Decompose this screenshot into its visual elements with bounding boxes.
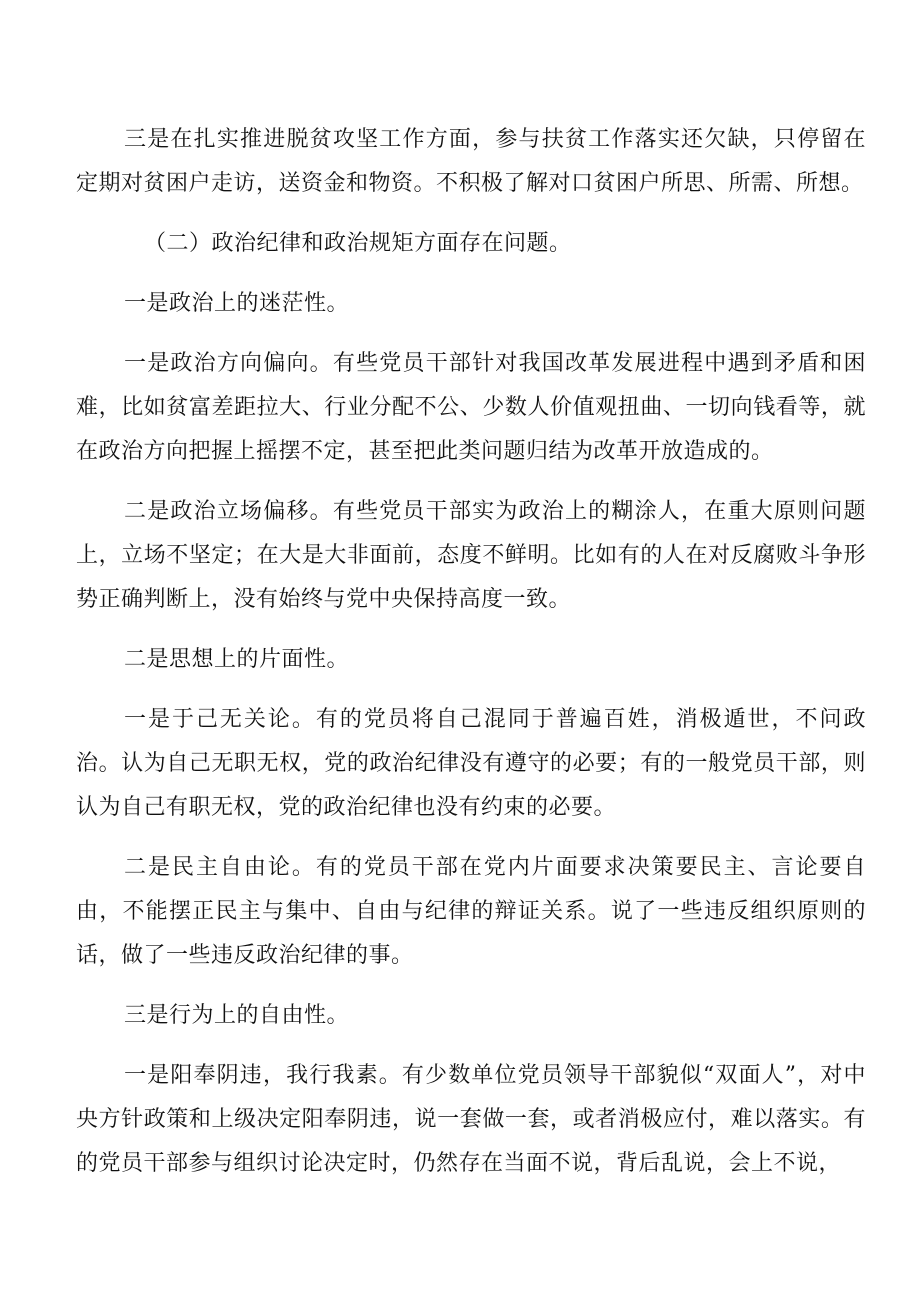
paragraph-poverty-alleviation: 三是在扎实推进脱贫攻坚工作方面，参与扶贫工作落实还欠缺，只停留在定期对贫困户走访，送资金和物资。不积极了解对口贫困户所思、所需、所想。 bbox=[76, 127, 866, 196]
subheading-ideological-one-sidedness: 二是思想上的片面性。 bbox=[124, 647, 350, 672]
paragraph-political-stance: 二是政治立场偏移。有些党员干部实为政治上的糊涂人，在重大原则问题上，立场不坚定；在大是大非面前，态度不鲜明。比如有的人在对反腐败斗争形势正确判断上，没有始终与党中央保持高度一致。 bbox=[76, 499, 866, 612]
paragraph-democracy-freedom-theory: 二是民主自由论。有的党员干部在党内片面要求决策要民主、言论要自由，不能摆正民主与集中、自由与纪律的辩证关系。说了一些违反组织原则的话，做了一些违反政治纪律的事。 bbox=[76, 855, 866, 968]
paragraph-political-direction: 一是政治方向偏向。有些党员干部针对我国改革发展进程中遇到矛盾和困难，比如贫富差距拉大、行业分配不公、少数人价值观扭曲、一切向钱看等，就在政治方向把握上摇摆不定，甚至把此类问题归结为改革开放造成的。 bbox=[76, 351, 866, 464]
paragraph-two-faced-behavior: 一是阳奉阴违，我行我素。有少数单位党员领导干部貌似“双面人”，对中央方针政策和上级决定阳奉阴违，说一套做一套，或者消极应付，难以落实。有的党员干部参与组织讨论决定时，仍然存在当面不说，背后乱说，会上不说， bbox=[76, 1063, 866, 1176]
subheading-behavioral-liberty: 三是行为上的自由性。 bbox=[124, 1003, 350, 1028]
section-heading-political-discipline: （二）政治纪律和政治规矩方面存在问题。 bbox=[144, 231, 572, 256]
paragraph-irrelevance-theory: 一是于己无关论。有的党员将自己混同于普遍百姓，消极遁世，不问政治。认为自己无职无权，党的政治纪律没有遵守的必要；有的一般党员干部，则认为自己有职无权，党的政治纪律也没有约束的必要。 bbox=[76, 707, 866, 820]
subheading-political-confusion: 一是政治上的迷茫性。 bbox=[124, 291, 350, 316]
